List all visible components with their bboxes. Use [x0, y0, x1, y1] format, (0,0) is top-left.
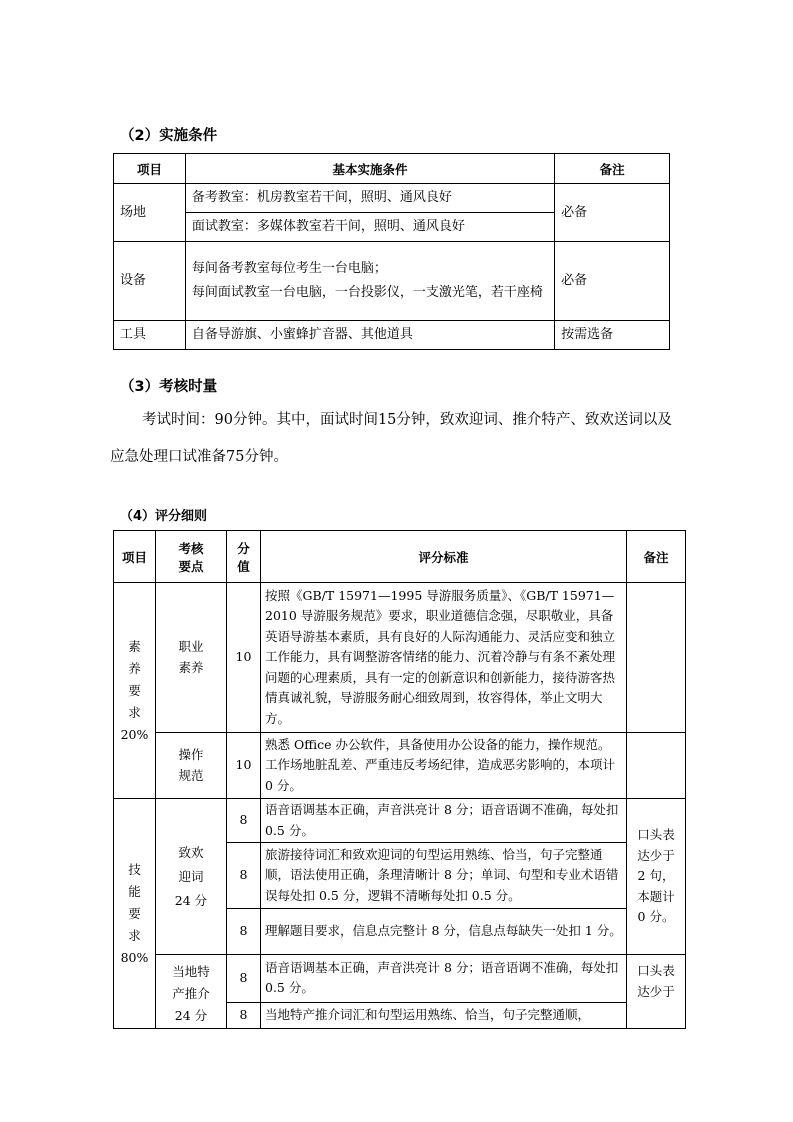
point-line: 产推介	[172, 986, 210, 1001]
row-equipment-condition-1: 每间备考教室每位考生一台电脑；	[191, 261, 387, 276]
welcome-point	[156, 799, 227, 955]
scoring-table	[113, 530, 686, 1029]
note-line: 本题计	[637, 888, 675, 904]
point-line: 24 分	[174, 1008, 208, 1023]
row-tools-condition: 自备导游旗、小蜜蜂扩音器、其他道具	[185, 321, 554, 350]
welcome-score-2: 8	[227, 843, 261, 909]
note-line: 达少于	[637, 983, 675, 999]
note-line: 口头表	[637, 963, 675, 978]
row-tools-note: 按需选备	[555, 321, 670, 350]
duration-text: 考试时间：90分钟。其中，面试时间15分钟，致欢迎词、推介特产、致欢送词以及应急处理口试准备75分钟。	[110, 412, 672, 465]
specialty-score-1: 8	[227, 955, 261, 1003]
point-line: 操作	[178, 747, 204, 762]
score-header-point	[156, 531, 227, 583]
quality-note-2	[627, 733, 686, 799]
point-line: 当地特	[172, 964, 210, 979]
welcome-standard-1: 语音语调基本正确，声音洪亮计 8 分；语音语调不准确，每处扣 0.5 分。	[261, 799, 627, 843]
note-line: 口头表	[637, 827, 675, 843]
note-line: 0 分。	[637, 909, 675, 925]
table-header-note: 备注	[555, 154, 670, 184]
quality-standard-2: 熟悉 Office 办公软件，具备使用办公设备的能力，操作规范。工作场地脏乱差、严重违反考场纪律，造成恶劣影响的，本项计 0 分。	[261, 733, 627, 799]
score-header-item: 项目	[114, 531, 156, 583]
score-header-score	[227, 531, 261, 583]
quality-note-1	[627, 583, 686, 733]
point-line: 致欢	[178, 844, 204, 860]
point-line: 迎词	[178, 868, 204, 884]
specialty-note	[627, 955, 686, 1029]
row-venue-condition-1: 备考教室：机房教室若干间，照明、通风良好	[185, 184, 554, 213]
quality-item	[114, 583, 156, 799]
score-header-standard: 评分标准	[261, 531, 627, 583]
welcome-score-3: 8	[227, 909, 261, 955]
row-equipment-condition-2: 每间面试教室一台电脑，一台投影仪，一支激光笔，若干座椅	[191, 285, 543, 300]
section-title-scoring: （4）评分细则	[120, 509, 208, 524]
conditions-table	[113, 153, 670, 350]
skill-item-char: 要	[128, 905, 141, 921]
table-header-conditions: 基本实施条件	[185, 154, 554, 184]
score-header-note: 备注	[627, 531, 686, 583]
quality-standard-1: 按照《GB/T 15971—1995 导游服务质量》、《GB/T 15971—2010 导游服务规范》要求，职业道德信念强，尽职敬业，具备英语导游基本素质，具有良好的人际沟通能力、灵活应变和独立工作能力，具有调整游客情绪的能力、沉着冷静与有条不紊处理问题的心理素质，具有一定的创新意识和创新能力，接待游客热情真诚礼貌，导游服务耐心细致周到，妆容得体，举止文明大方。	[261, 583, 627, 733]
skill-item-char: 求	[128, 927, 141, 943]
quality-item-char: 养	[128, 660, 141, 676]
point-line: 24 分	[174, 892, 208, 908]
quality-point-2	[156, 733, 227, 799]
score-header-point-line2: 要点	[178, 558, 204, 574]
row-venue-item: 场地	[114, 184, 186, 242]
skill-item	[114, 799, 156, 1029]
quality-point-1	[156, 583, 227, 733]
row-equipment-item: 设备	[114, 242, 186, 321]
specialty-standard-1: 语音语调基本正确，声音洪亮计 8 分；语音语调不准确，每处扣 0.5 分。	[261, 955, 627, 1003]
quality-score-2: 10	[227, 733, 261, 799]
score-header-point-line1: 考核	[178, 540, 204, 556]
specialty-point	[156, 955, 227, 1029]
welcome-score-1: 8	[227, 799, 261, 843]
score-header-score-line1: 分	[237, 540, 250, 556]
row-tools-item: 工具	[114, 321, 186, 350]
skill-item-pct: 80%	[120, 949, 149, 965]
note-line: 达少于	[637, 847, 675, 863]
section-title-duration: （3）考核时量	[120, 379, 218, 395]
welcome-note	[627, 799, 686, 955]
quality-score-1: 10	[227, 583, 261, 733]
skill-item-char: 技	[128, 861, 141, 877]
welcome-standard-3: 理解题目要求，信息点完整计 8 分，信息点每缺失一处扣 1 分。	[261, 909, 627, 955]
row-equipment-conditions	[185, 242, 554, 321]
quality-item-pct: 20%	[120, 726, 149, 742]
duration-paragraph	[110, 402, 680, 476]
quality-item-char: 素	[128, 638, 141, 654]
skill-item-char: 能	[128, 883, 141, 899]
point-line: 素养	[178, 659, 204, 675]
quality-item-char: 要	[128, 682, 141, 698]
row-venue-note: 必备	[555, 184, 670, 242]
point-line: 职业	[178, 639, 204, 654]
section-title-conditions: （2）实施条件	[120, 128, 218, 144]
note-line: 2 句，	[637, 868, 675, 884]
score-header-score-line2: 值	[237, 558, 250, 574]
point-line: 规范	[178, 767, 204, 783]
specialty-standard-2: 当地特产推介词汇和句型运用熟练、恰当，句子完整通顺，	[261, 1002, 627, 1028]
row-venue-condition-2: 面试教室：多媒体教室若干间，照明、通风良好	[185, 213, 554, 242]
quality-item-char: 求	[128, 704, 141, 720]
row-equipment-note: 必备	[555, 242, 670, 321]
table-header-item: 项目	[114, 154, 186, 184]
specialty-score-2: 8	[227, 1002, 261, 1028]
welcome-standard-2: 旅游接待词汇和致欢迎词的句型运用熟练、恰当，句子完整通顺，语法使用正确，条理清晰计 8 分；单词、句型和专业术语错误每处扣 0.5 分，逻辑不清晰每处扣 0.5 分。	[261, 843, 627, 909]
